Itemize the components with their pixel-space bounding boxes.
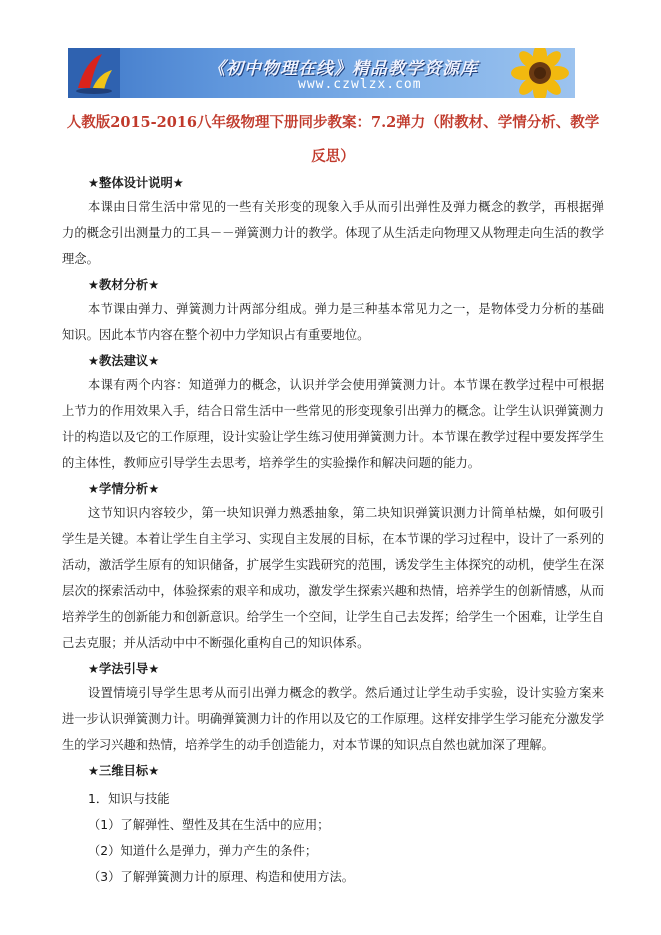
banner-title: 《初中物理在线》精品教学资源库 <box>208 59 478 79</box>
goal-item: （2）知道什么是弹力，弹力产生的条件； <box>88 844 318 858</box>
banner-url: www.czwlzx.com <box>298 77 422 92</box>
section-heading-student: ★学情分析★ <box>88 482 160 496</box>
section-heading-goals: ★三维目标★ <box>88 764 160 778</box>
document-title: 人教版2015-2016八年级物理下册同步教案：7.2弹力（附教材、学情分析、教学反思） <box>66 114 600 165</box>
document-body <box>62 172 604 890</box>
section-heading-design: ★整体设计说明★ <box>88 176 184 190</box>
section-paragraph: 本课有两个内容：知道弹力的概念，认识并学会使用弹簧测力计。本节课在教学过程中可根据上节力的作用效果入手，结合日常生活中一些常见的形变现象引出弹力的概念。让学生认识弹簧测力计的构造以及它的工作原理，设计实验让学生练习使用弹簧测力计。本节课在教学过程中要发挥学生的主体性，教师应引导学生去思考，培养学生的实验操作和解决问题的能力。 <box>62 378 604 470</box>
header-banner <box>68 48 575 98</box>
section-paragraph: 本节课由弹力、弹簧测力计两部分组成。弹力是三种基本常见力之一，是物体受力分析的基础知识。因此本节内容在整个初中力学知识占有重要地位。 <box>62 302 604 342</box>
logo-icon <box>68 48 120 98</box>
section-paragraph: 设置情境引导学生思考从而引出弹力概念的教学。然后通过让学生动手实验，设计实验方案来进一步认识弹簧测力计。明确弹簧测力计的作用以及它的工作原理。这样安排学生学习能充分激发学生的学习兴趣和热情，培养学生的动手创造能力，对本节课的知识点自然也就加深了理解。 <box>62 686 604 752</box>
section-heading-learning: ★学法引导★ <box>88 662 160 676</box>
section-heading-method: ★教法建议★ <box>88 354 160 368</box>
sunflower-icon <box>500 48 575 98</box>
goal-item: （1）了解弹性、塑性及其在生活中的应用； <box>88 818 330 832</box>
section-heading-textbook: ★教材分析★ <box>88 278 160 292</box>
section-paragraph: 这节知识内容较少，第一块知识弹力熟悉抽象，第二块知识弹簧识测力计简单枯燥，如何吸引学生是关键。本着让学生自主学习、实现自主发展的目标，在本节课的学习过程中，设计了一系列的活动，激活学生原有的知识储备，扩展学生实践研究的范围，诱发学生主体探究的动机，使学生在深层次的探索活动中，体验探索的艰辛和成功，激发学生探索兴趣和热情，培养学生的创新情感，从而培养学生的创新能力和创新意识。给学生一个空间，让学生自己去发挥；给学生一个困难，让学生自己去克服；并从活动中中不断强化重构自己的知识体系。 <box>62 506 604 650</box>
goal-item: 1．知识与技能 <box>88 792 170 806</box>
section-paragraph: 本课由日常生活中常见的一些有关形变的现象入手从而引出弹性及弹力概念的教学，再根据弹力的概念引出测量力的工具－－弹簧测力计的教学。体现了从生活走向物理又从物理走向生活的教学理念。 <box>62 200 604 266</box>
goal-item: （3）了解弹簧测力计的原理、构造和使用方法。 <box>88 870 355 884</box>
